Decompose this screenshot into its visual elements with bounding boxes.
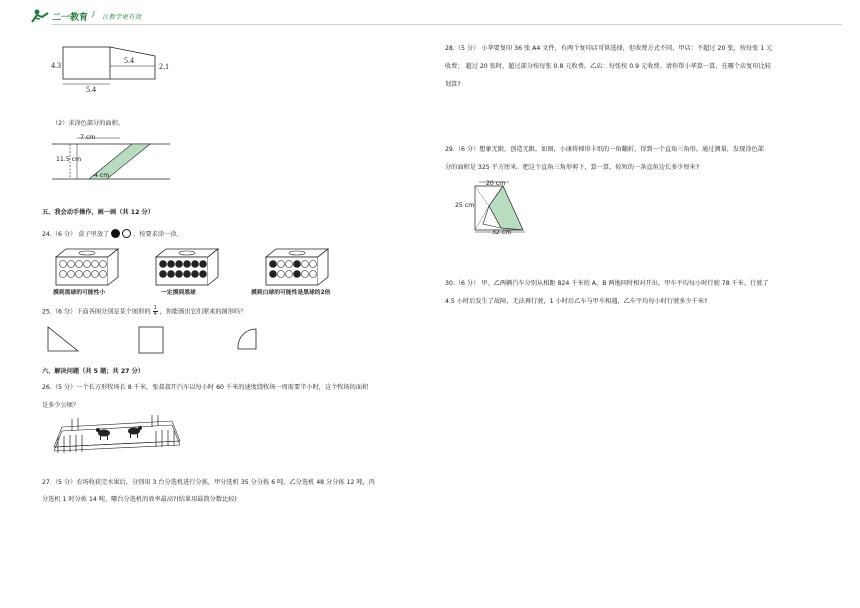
cow-icon — [96, 428, 110, 440]
q25-line — [42, 306, 246, 317]
q24-line — [42, 229, 183, 239]
header — [30, 8, 840, 24]
q24-text: 24.（6 分） 盒子里放了 — [42, 231, 110, 238]
section6-heading: 六、解决问题（共 5 题；共 27 分） — [42, 368, 144, 375]
rectangle-shape — [137, 325, 165, 355]
q30-line2: 4.5 小时后发生了故障，无法再行驶，1 小时后乙车与甲车相遇，乙车平均每小时行驶多少千米? — [445, 298, 708, 305]
fraction — [153, 306, 158, 317]
q28-line3: 划算? — [445, 81, 461, 88]
ball-box-1 — [52, 247, 120, 287]
q29-fig-label-top: 20 cm — [486, 180, 506, 187]
black-ball-icon — [111, 229, 120, 238]
section5-heading: 五、我会动手操作，画一画（共 12 分） — [42, 209, 154, 216]
quarter-circle-shape — [236, 327, 258, 351]
q29-fig-label-left: 25 cm — [455, 202, 475, 209]
q29-fig-label-bottom: 32 cm — [492, 229, 512, 236]
box-caption-3: 摸到白球的可能性是黑球的2倍 — [251, 290, 331, 296]
fig2-label-height: 11.5 cm — [56, 156, 82, 163]
ball-box-2 — [152, 247, 220, 287]
brand-name: 二一教育 — [52, 13, 89, 23]
fraction-numerator: 1 — [153, 305, 157, 311]
white-ball-icon — [122, 229, 131, 238]
header-rule — [52, 24, 842, 25]
right-triangle-shape — [46, 325, 80, 353]
ball-box-3 — [262, 247, 330, 287]
cow-icon — [128, 426, 142, 438]
q27-line2: 分选机 1 时分拣 14 吨，哪台分选机的效率最高?(结果用最简分数比较) — [42, 496, 237, 503]
q26-line2: 是多少公顷？ — [42, 402, 80, 409]
box-caption-1: 摸到黑球的可能性小 — [53, 290, 106, 296]
slogan: 让教学更有效 — [102, 13, 141, 21]
fig1-label-bottom: 5.4 — [86, 85, 96, 94]
q25-text: 25.（6 分）下面各图分别是某个图形的 — [42, 308, 151, 316]
fig1-label-top: 5.4 — [124, 56, 134, 65]
pasture-fence-illustration — [52, 413, 182, 457]
q28-line1: 28.（5 分） 小华要复印 36 张 A4 文件，有两个复印店可供选择，但收费方式不同，甲店：不超过 20 张，按每张 1 元 — [445, 45, 773, 52]
q2-text: （2）求涂色部分的面积。 — [52, 120, 124, 127]
q29-line2: 分的面积是 325 平方厘米。把这个直角三角形剪下，算一算，较短的一条直角边长多少厘米? — [445, 164, 700, 171]
q28-line2: 收费； 超过 20 张时，超过部分按每张 0.8 元收费。乙店：每张按 0.9 元收费。请你帮小华算一算，在哪个店复印比较 — [445, 63, 771, 70]
logo-icon — [30, 8, 52, 24]
q30-line1: 30.（6 分） 甲、乙两辆汽车分别从相距 824 千米的 A、B 两地同时相对开出。甲车平均每小时行驶 78 千米，行驶了 — [445, 280, 769, 287]
fig2-label-bottom: 4 cm — [94, 172, 110, 179]
header-divider: / — [92, 10, 95, 19]
fig2-label-top: 7 cm — [80, 134, 96, 141]
q24-tail: ，按要求涂一涂。 — [133, 231, 183, 238]
box-caption-2: 一定摸到黑球 — [161, 290, 196, 296]
fig1-label-left: 4.3 — [51, 61, 61, 70]
q29-line1: 29.（6 分）想象无限，创造无限。如图，小康将梯形卡纸的一角翻折，得到一个直角三角形，通过测量，发现涂色部 — [445, 146, 764, 153]
fig1-label-right: 2.1 — [159, 62, 169, 71]
q25-tail: ，你能画出它们原来的图形吗？ — [159, 308, 247, 316]
q27-line1: 27.（5 分）农场收获完水果后，分别用 3 台分选机进行分拣，甲分选机 35 分分拣 6 吨，乙分选机 48 分分拣 12 吨，丙 — [42, 479, 375, 486]
fraction-denominator: 4 — [153, 311, 157, 317]
q26-line1: 26.（5 分）一个长方形牧场长 8 千米，张叔叔开汽车以每小时 60 千米的速度绕牧场一周需要半小时，这个牧场的面积 — [42, 384, 369, 391]
